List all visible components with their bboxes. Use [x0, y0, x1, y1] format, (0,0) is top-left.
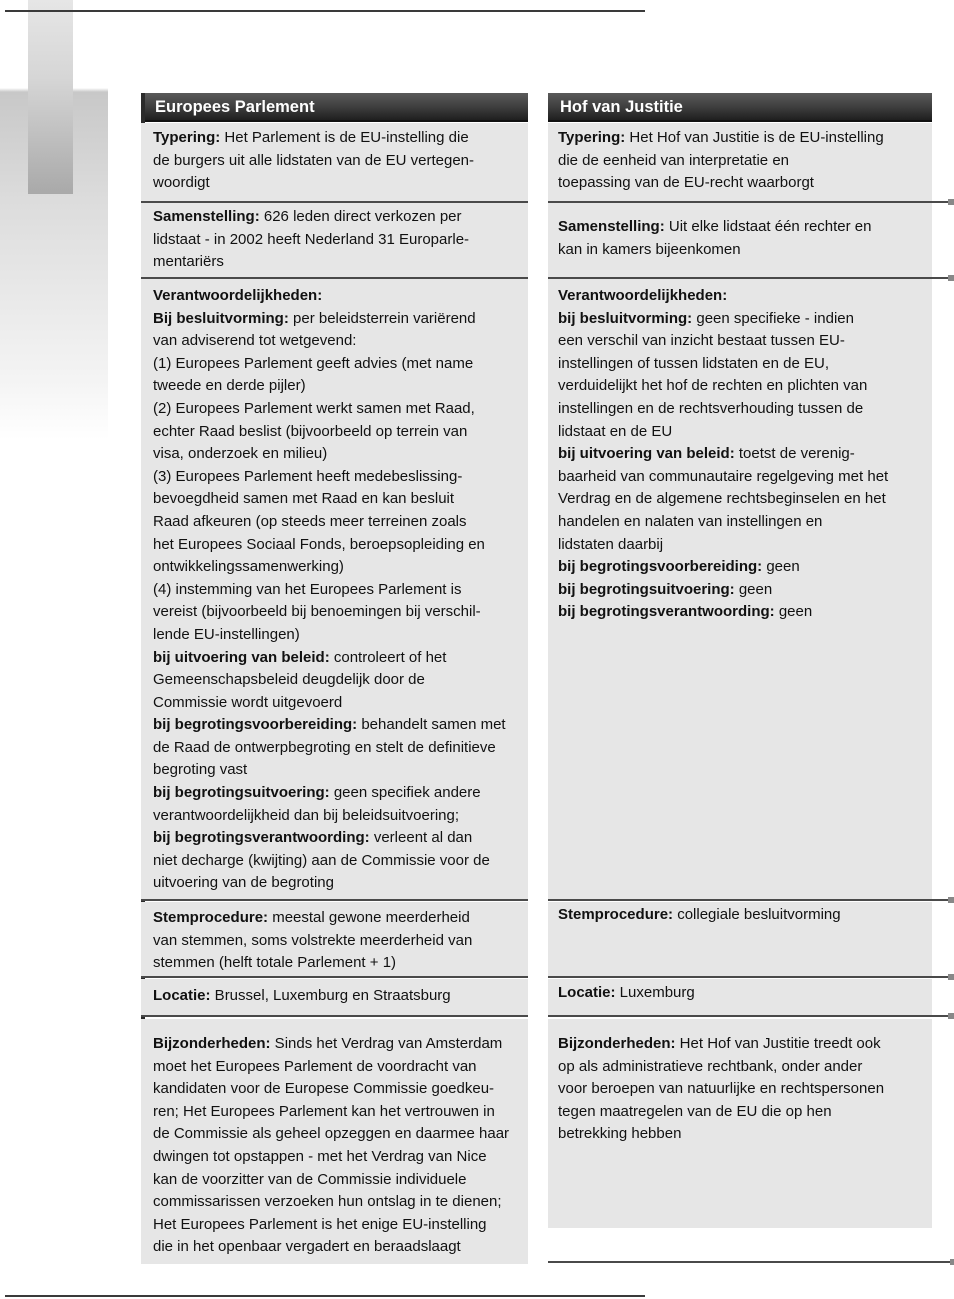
text-line [153, 1056, 524, 1079]
text-line [153, 443, 524, 466]
column-header: Hof van Justitie [548, 93, 932, 122]
text-line [153, 601, 524, 624]
text-line [153, 759, 524, 782]
field-text: geen [734, 580, 773, 598]
text-line [153, 985, 524, 1008]
field-label: Stemprocedure: [153, 909, 269, 926]
text-line [558, 285, 928, 308]
row-separator [548, 201, 952, 203]
text-line [558, 1101, 928, 1124]
field-text: geen [774, 603, 813, 621]
text-line [558, 511, 928, 534]
field-text: baarheid van communautaire regelgeving met het [558, 467, 889, 485]
text-line [558, 172, 928, 195]
text-line [153, 534, 524, 557]
field-text: van adviserend tot wetgevend: [153, 332, 357, 350]
text-line [558, 421, 928, 444]
text-line [153, 330, 524, 353]
cell-stemprocedure [548, 902, 932, 978]
field-text: vereist (bijvoorbeeld bij benoemingen bij verschil- [153, 603, 481, 621]
text-line [558, 239, 928, 262]
text-line [153, 1078, 524, 1101]
field-text: dwingen tot opstappen - met het Verdrag van Nice [153, 1147, 487, 1165]
cell-stemprocedure [141, 902, 528, 978]
field-text: woordigt [153, 174, 210, 192]
text-line [153, 206, 524, 229]
text-line [153, 1101, 524, 1124]
text-line [153, 251, 524, 274]
text-line [153, 421, 524, 444]
cell-verantwoordelijkheden [141, 281, 528, 901]
text-line [153, 907, 524, 930]
cell-bijzonderheden [548, 1019, 932, 1228]
text-line [558, 1123, 928, 1146]
field-text: ontwikkelingssamenwerking) [153, 558, 344, 576]
text-line [558, 398, 928, 421]
field-text: geen specifiek andere [329, 784, 481, 802]
text-line [153, 714, 524, 737]
text-line [153, 1123, 524, 1146]
text-line [558, 1056, 928, 1079]
text-line [153, 1214, 524, 1237]
field-text: kandidaten voor de Europese Commissie goedkeu- [153, 1080, 495, 1098]
text-line [153, 647, 524, 670]
text-line [558, 534, 928, 557]
text-line [153, 692, 524, 715]
field-text: (1) Europees Parlement geeft advies (met name [153, 354, 474, 372]
text-line [153, 850, 524, 873]
field-text: betrekking hebben [558, 1125, 682, 1143]
cell-locatie [548, 979, 932, 1017]
text-line [558, 330, 928, 353]
field-text: verantwoordelijkheid dan bij beleidsuitvoering; [153, 806, 460, 824]
text-line [558, 556, 928, 579]
field-text: toepassing van de EU-recht waarborgt [558, 174, 814, 192]
text-line [558, 904, 928, 927]
field-text: niet decharge (kwijting) aan de Commissie voor de [153, 851, 490, 869]
field-text: collegiale besluitvorming [673, 906, 841, 923]
row-separator [141, 201, 528, 203]
field-text: toetst de verenig- [734, 445, 855, 463]
field-text: kan in kamers bijeenkomen [558, 240, 741, 258]
text-line [153, 285, 524, 308]
field-label: Typering: [153, 129, 221, 146]
field-text: (4) instemming van het Europees Parlement is [153, 580, 462, 598]
field-text: Uit elke lidstaat één rechter en [664, 218, 872, 235]
field-text: kan de voorzitter van de Commissie individuele [153, 1170, 467, 1188]
cell-verantwoordelijkheden [548, 281, 932, 901]
field-text: lidstaat en de EU [558, 422, 673, 440]
decorative-gradient-bar [28, 0, 73, 194]
text-line [153, 737, 524, 760]
text-line [558, 127, 928, 150]
text-line [153, 1169, 524, 1192]
text-line [153, 1191, 524, 1214]
field-label: Bij besluitvorming: [153, 309, 289, 327]
field-text: een verschil van inzicht bestaat tussen EU- [558, 332, 845, 350]
field-label: Samenstelling: [558, 218, 665, 235]
field-text: Luxemburg [615, 984, 695, 1001]
text-line [558, 443, 928, 466]
text-line [558, 308, 928, 331]
row-separator [548, 1015, 952, 1017]
text-line [558, 1078, 928, 1101]
field-text: van stemmen, soms volstrekte meerderheid van [153, 931, 473, 949]
field-label: bij begrotingsuitvoering: [558, 580, 735, 598]
text-line [153, 827, 524, 850]
field-text: begroting vast [153, 761, 248, 779]
text-line [153, 488, 524, 511]
text-line [558, 982, 928, 1005]
field-text: Het Hof van Justitie treedt ook [675, 1035, 881, 1052]
field-text: meestal gewone meerderheid [268, 909, 470, 926]
text-line [558, 150, 928, 173]
field-text: (3) Europees Parlement heeft medebeslissing- [153, 467, 463, 485]
text-line [153, 353, 524, 376]
row-separator [141, 277, 528, 279]
bottom-rule [5, 1295, 645, 1297]
field-label: bij begrotingsvoorbereiding: [558, 558, 763, 576]
field-text: lidstaat - in 2002 heeft Nederland 31 Europarle- [153, 230, 470, 248]
field-text: de Commissie als geheel opzeggen en daarmee haar [153, 1125, 510, 1143]
text-line [153, 511, 524, 534]
field-text: uitvoering van de begroting [153, 874, 334, 892]
field-text: 626 leden direct verkozen per [259, 208, 462, 225]
field-text: Brussel, Luxemburg en Straatsburg [210, 987, 451, 1004]
text-line [558, 216, 928, 239]
field-text: Gemeenschapsbeleid deugdelijk door de [153, 671, 425, 689]
field-text: bevoegdheid samen met Raad en kan besluit [153, 490, 455, 508]
field-label: bij begrotingsverantwoording: [153, 829, 370, 847]
field-label: Verantwoordelijkheden: [558, 287, 728, 304]
text-line [558, 466, 928, 489]
field-label: Typering: [558, 129, 626, 146]
field-text: echter Raad beslist (bijvoorbeeld op terrein van [153, 422, 468, 440]
field-label: Bijzonderheden: [153, 1035, 271, 1052]
field-text: tegen maatregelen van de EU die op hen [558, 1102, 832, 1120]
cell-samenstelling [141, 204, 528, 279]
field-text: visa, onderzoek en milieu) [153, 445, 328, 463]
field-text: instellingen of tussen lidstaten en de EU, [558, 354, 830, 372]
field-text: geen [762, 558, 800, 576]
row-separator [548, 277, 952, 279]
cell-bijzonderheden [141, 1019, 528, 1264]
field-text: Het Europees Parlement is het enige EU-instelling [153, 1215, 487, 1233]
text-line [153, 805, 524, 828]
text-line [558, 375, 928, 398]
field-text: geen specifieke - indien [692, 309, 854, 327]
top-rule [5, 10, 645, 12]
text-line [153, 669, 524, 692]
field-text: het Europees Sociaal Fonds, beroepsopleiding en [153, 535, 485, 553]
text-line [153, 466, 524, 489]
field-text: moet het Europees Parlement de voordracht van [153, 1057, 477, 1075]
field-text: verleent al dan [369, 829, 473, 847]
row-separator [548, 1261, 954, 1263]
text-line [153, 624, 524, 647]
field-text: mentariërs [153, 253, 224, 271]
field-text: ren; Het Europees Parlement kan het vertrouwen in [153, 1102, 495, 1120]
text-line [558, 1033, 928, 1056]
field-label: Verantwoordelijkheden: [153, 287, 323, 304]
field-text: commissarissen verzoeken hun ontslag in te dienen; [153, 1193, 502, 1211]
field-text: voor beroepen van natuurlijke en rechtspersonen [558, 1080, 885, 1098]
field-text: behandelt samen met [357, 716, 506, 734]
row-separator [141, 899, 528, 901]
cell-samenstelling [548, 204, 932, 279]
field-label: Samenstelling: [153, 208, 260, 225]
text-line [153, 1236, 524, 1259]
field-label: Stemprocedure: [558, 906, 674, 923]
field-text: verduidelijkt het hof de rechten en plichten van [558, 377, 868, 395]
text-line [153, 150, 524, 173]
row-separator [141, 976, 528, 978]
field-text: die in het openbaar vergadert en beraadslaagt [153, 1238, 461, 1256]
text-line [153, 127, 524, 150]
cell-locatie [141, 979, 528, 1017]
field-text: die de eenheid van interpretatie en [558, 151, 790, 169]
text-line [558, 488, 928, 511]
text-line [558, 601, 928, 624]
text-line [558, 579, 928, 602]
text-line [153, 782, 524, 805]
field-label: bij besluitvorming: [558, 309, 693, 327]
text-line [153, 930, 524, 953]
field-label: Locatie: [153, 987, 211, 1004]
row-separator [141, 1015, 528, 1017]
text-line [153, 872, 524, 895]
row-separator [548, 976, 952, 978]
text-line [153, 229, 524, 252]
text-line [153, 579, 524, 602]
field-label: bij uitvoering van beleid: [153, 648, 330, 666]
field-text: Het Parlement is de EU-instelling die [220, 129, 469, 146]
field-text: Het Hof van Justitie is de EU-instelling [625, 129, 884, 146]
field-text: Verdrag en de algemene rechtsbeginselen en het [558, 490, 886, 508]
field-text: controleert of het [329, 648, 447, 666]
field-text: Commissie wordt uitgevoerd [153, 693, 343, 711]
field-text: (2) Europees Parlement werkt samen met Raad, [153, 399, 475, 417]
text-line [558, 353, 928, 376]
field-text: Raad afkeuren (op steeds meer terreinen zoals [153, 512, 467, 530]
field-text: de Raad de ontwerpbegroting en stelt de definitieve [153, 738, 496, 756]
text-line [153, 952, 524, 975]
field-text: lende EU-instellingen) [153, 625, 300, 643]
field-text: de burgers uit alle lidstaten van de EU vertegen- [153, 151, 475, 169]
text-line [153, 375, 524, 398]
field-text: instellingen en de rechtsverhouding tussen de [558, 399, 864, 417]
field-text: op als administratieve rechtbank, onder ander [558, 1057, 863, 1075]
row-separator [548, 899, 952, 901]
field-text: per beleidsterrein variërend [288, 309, 476, 327]
field-label: Locatie: [558, 984, 616, 1001]
field-text: lidstaten daarbij [558, 535, 664, 553]
field-label: Bijzonderheden: [558, 1035, 676, 1052]
text-line [153, 398, 524, 421]
field-label: bij uitvoering van beleid: [558, 445, 735, 463]
text-line [153, 308, 524, 331]
text-line [153, 556, 524, 579]
field-text: Sinds het Verdrag van Amsterdam [270, 1035, 503, 1052]
text-line [153, 1146, 524, 1169]
field-label: bij begrotingsuitvoering: [153, 784, 330, 802]
text-line [153, 172, 524, 195]
field-text: stemmen (helft totale Parlement + 1) [153, 954, 397, 972]
column-header: Europees Parlement [141, 93, 528, 122]
field-label: bij begrotingsverantwoording: [558, 603, 775, 621]
text-line [153, 1033, 524, 1056]
field-text: handelen en nalaten van instellingen en [558, 512, 823, 530]
field-label: bij begrotingsvoorbereiding: [153, 716, 358, 734]
field-text: tweede en derde pijler) [153, 377, 306, 395]
